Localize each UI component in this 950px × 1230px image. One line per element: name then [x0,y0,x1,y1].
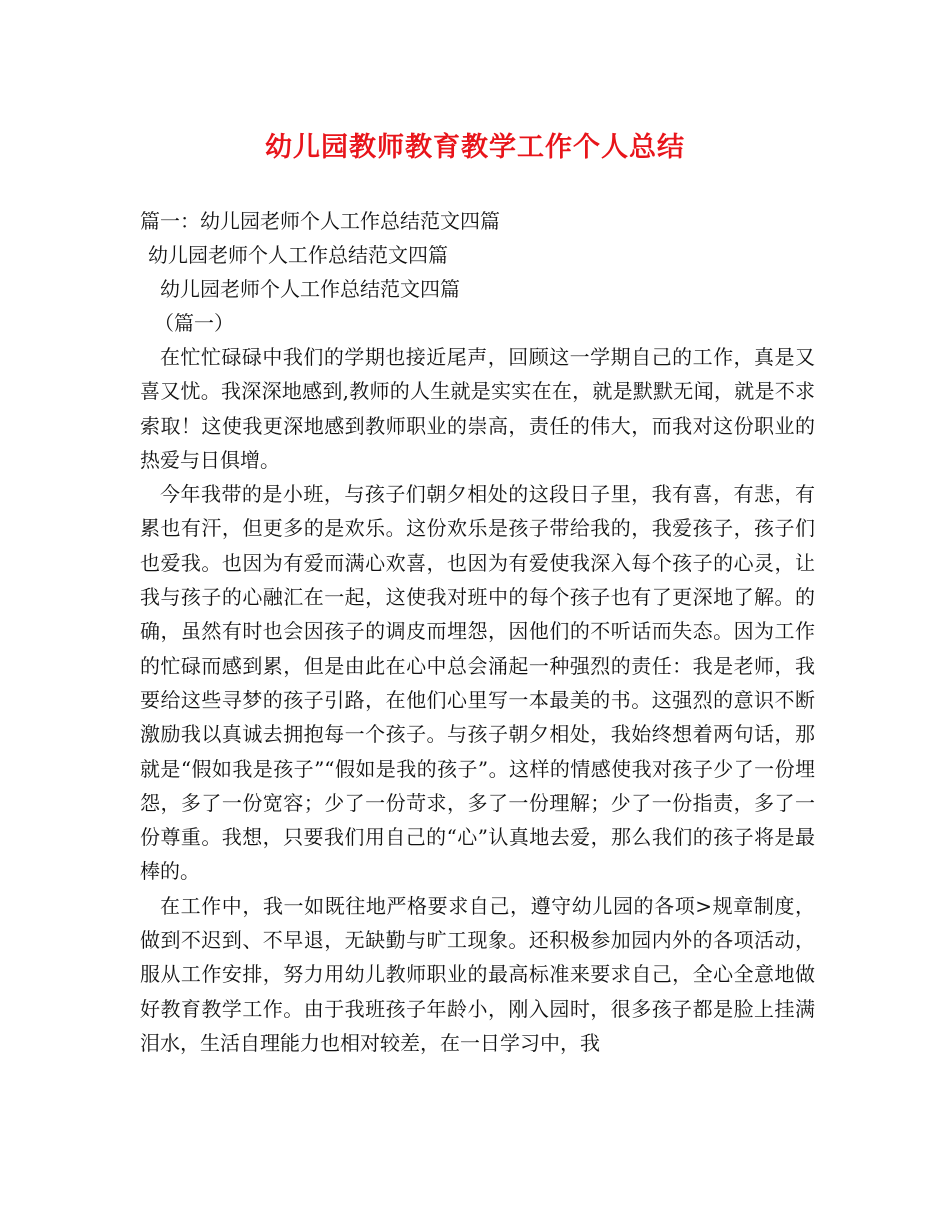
part-label: （篇一） [154,311,234,335]
paragraph: 在工作中，我一如既往地严格要求自己，遵守幼儿园的各项>规章制度，做到不迟到、不早退，无缺勤与旷工现象。还积极参加园内外的各项活动，服从工作安排，努力用幼儿教师职业的最高标准来要求自己，全心全意地做好教育教学工作。由于我班孩子年龄小，刚入园时，很多孩子都是脸上挂满泪水，生活自理能力也相对较差，在一日学习中，我 [140,893,815,1055]
section-headings [140,204,820,340]
paragraph: 在忙忙碌碌中我们的学期也接近尾声，回顾这一学期自己的工作，真是又喜又忧。我深深地感到,教师的人生就是实实在在，就是默默无闻，就是不求索取！这使我更深地感到教师职业的崇高，责任的伟大，而我对这份职业的热爱与日俱增。 [140,345,815,472]
document-title: 幼儿园教师教育教学工作个人总结 [265,132,685,163]
paragraph: 今年我带的是小班，与孩子们朝夕相处的这段日子里，我有喜，有悲，有累也有汗，但更多的是欢乐。这份欢乐是孩子带给我的，我爱孩子，孩子们也爱我。也因为有爱而满心欢喜，也因为有爱使我深入每个孩子的心灵，让我与孩子的心融汇在一起，这使我对班中的每个孩子也有了更深地了解。的确，虽然有时也会因孩子的调皮而埋怨，因他们的不听话而失态。因为工作的忙碌而感到累，但是由此在心中总会涌起一种强烈的责任：我是老师，我要给这些寻梦的孩子引路，在他们心里写一本最美的书。这强烈的意识不断激励我以真诚去拥抱每一个孩子。与孩子朝夕相处，我始终想着两句话，那就是“假如我是孩子”“假如是我的孩子”。这样的情感使我对孩子少了一份埋怨，多了一份宽容；少了一份苛求，多了一份理解；少了一份指责，多了一份尊重。我想，只要我们用自己的“心”认真地去爱，那么我们的孩子将是最棒的。 [140,482,815,884]
subsection-heading-repeat: 幼儿园老师个人工作总结范文四篇 [160,277,460,301]
body-text [140,340,815,1060]
subsection-heading: 幼儿园老师个人工作总结范文四篇 [148,243,448,267]
section-heading: 篇一：幼儿园老师个人工作总结范文四篇 [140,209,500,233]
